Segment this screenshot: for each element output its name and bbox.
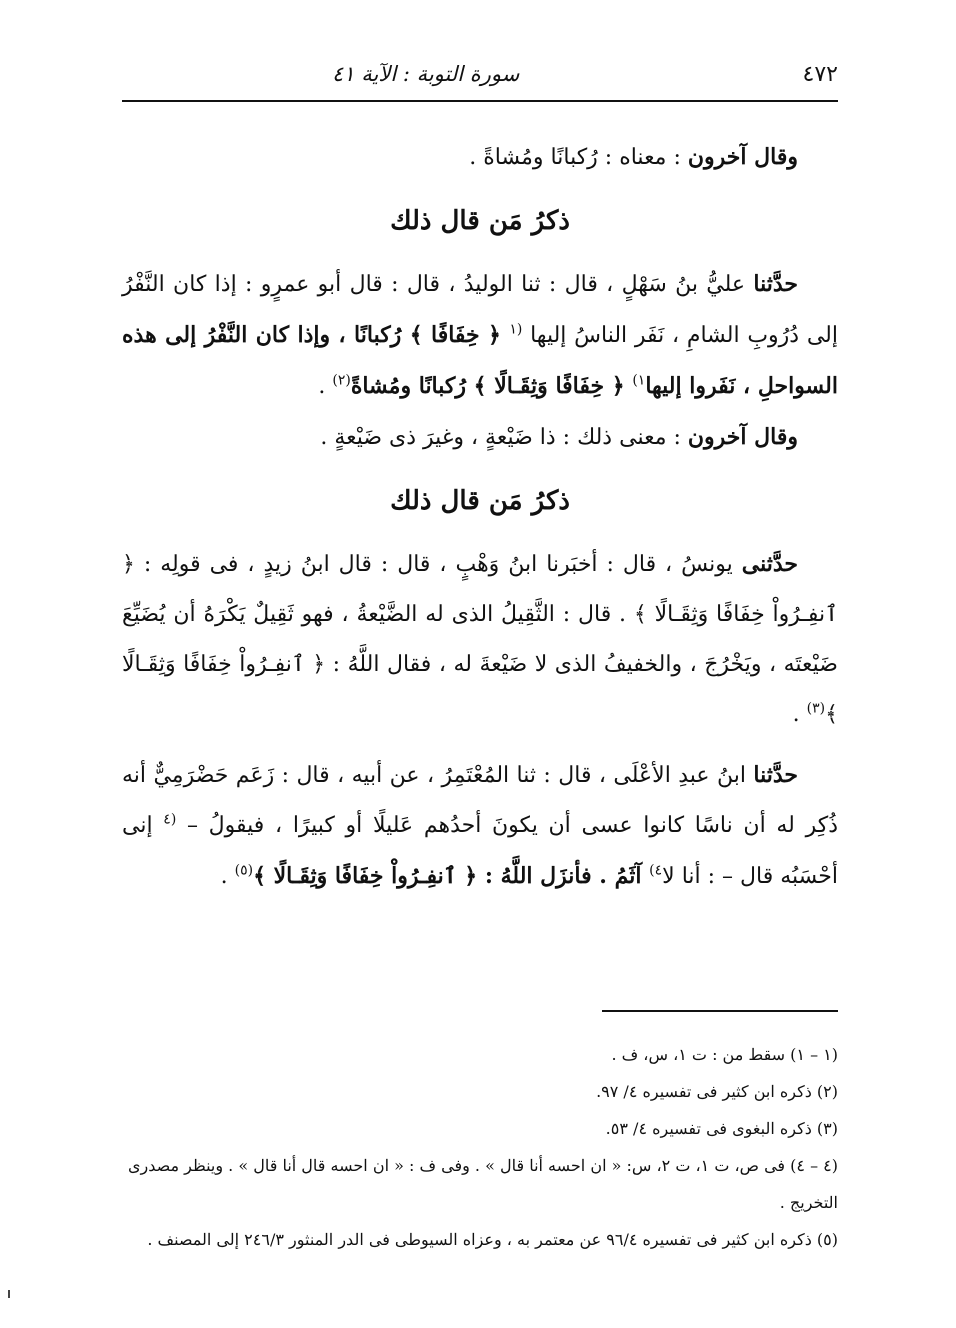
para5-text2: إنى أحْسَبُه قال – : أنا لا: [122, 813, 838, 889]
footnote-2: (٢) ذكره ابن كثير فى تفسيره ٤/ ٩٧.: [596, 1082, 838, 1101]
footnote-ref-1-close: ١): [632, 372, 646, 389]
para3-text: : معنى ذلك : ذا ضَيْعةٍ ، وغيرَ ذى ضَيْعةٍ .: [320, 425, 688, 450]
section-heading-1: ذكرُ مَن قال ذلك: [390, 206, 570, 236]
header-rule: [122, 100, 838, 102]
running-title: سورة التوبة : الآية ٤١: [332, 62, 520, 86]
para2-text3: ﴿ خِفَافًا وَثِقَـالًا ﴾ رُكبانًا ومُشاةً: [350, 373, 633, 399]
para5-lead: حدَّثنا: [753, 762, 798, 788]
paragraph-3: [122, 412, 838, 463]
para2-text2: ﴿ خِفَافًا ﴾ رُكبانًا ، وإذا كان النَّفْرُ إلى هذه السواحلِ ، نَفَروا إليها: [122, 322, 838, 399]
margin-mark: [8, 1290, 10, 1298]
para5-text3: آثَمُ . فأنزَل اللَّهُ : ﴿ ٱنفِـرُواْ خِفَافًا وَثِقَـالًا ﴾: [253, 863, 650, 889]
para4-end: .: [792, 702, 807, 727]
footnote-3: (٣) ذكره البغوى فى تفسيره ٤/ ٥٣.: [605, 1119, 838, 1138]
paragraph-1: [122, 132, 838, 183]
footnote-ref-4-open: (٤: [163, 811, 177, 828]
para5-text1: ابنُ عبدِ الأعْلَى ، قال : ثنا المُعْتَمِرُ ، عن أبيه ، قال : زَعَم حَضْرَمِيٌّ أنه ذُكِر له أن ناسًا كانوا عسى أن يكونَ أحدُهم عَليلًا أو كبيرًا ، فيقولُ –: [122, 763, 838, 838]
para4-text1: يونسُ ، قال : أخبَرنا ابنُ وَهْبٍ ، قال : قال ابنُ زيدٍ ، فى قولِه : ﴿ ٱنفِـرُواْ خِفَافًا وَثِقَـالًا ﴾ . قال : الثَّقِيلُ الذى له الضَّيْعةُ ، فهو ثَقِيلٌ يَكْرَهُ أن يُضَيِّعَ ضَيْعتَه ، ويَخْرُجَ ، والخفيفُ الذى لا ضَيْعةَ له ، فقال اللَّهُ : ﴿ ٱنفِـرُواْ خِفَافًا وَثِقَـالًا ﴾: [122, 552, 838, 727]
main-text: [122, 132, 838, 902]
para4-lead: حدَّثنى: [741, 551, 798, 577]
footnote-1: (١ – ١) سقط من : ت ١، س، ف .: [611, 1045, 838, 1064]
footnote-5: (٥) ذكره ابن كثير فى تفسيره ٩٦/٤ عن معتمر به ، وعزاه السيوطى فى الدر المنثور ٢٤٦/٣ إلى المصنف .: [147, 1230, 838, 1249]
page-header: [122, 52, 838, 96]
footnote-ref-3: (٣): [806, 700, 826, 717]
para2-text1: عليُّ بنُ سَهْلٍ ، قال : ثنا الوليدُ ، قال : قال أبو عمرٍو : إذا كان النَّفْرُ إلى دُرُوبِ الشامِ ، نَفَر الناسُ إليها: [122, 272, 838, 348]
para2-lead: حدَّثنا: [753, 271, 798, 297]
para1-text: : معناه : رُكبانًا ومُشاةً .: [469, 145, 688, 170]
para5-end: .: [220, 864, 235, 889]
page-number: ٤٧٢: [802, 61, 838, 87]
footnote-ref-5: (٥): [234, 862, 254, 879]
footnote-rule: [602, 1010, 838, 1012]
footnote-ref-1-open: (١: [509, 321, 523, 338]
book-page: [122, 46, 838, 1296]
section-heading-2: ذكرُ مَن قال ذلك: [390, 486, 570, 516]
paragraph-4: [122, 539, 838, 740]
para1-lead: وقال آخرون: [687, 144, 798, 170]
para3-lead: وقال آخرون: [687, 424, 798, 450]
paragraph-5: [122, 750, 838, 902]
paragraph-2: [122, 259, 838, 412]
footnotes: [122, 1036, 838, 1258]
footnote-4: (٤ – ٤) فى ص، ت ١، ت ٢، س: « ان احسه أنا قال » . وفى ف : « ان احسه قال أنا قال » . وينظر مصدرى التخريج .: [127, 1156, 838, 1212]
para2-end: .: [318, 374, 333, 399]
footnote-ref-4-close: ٤): [649, 862, 663, 879]
footnote-ref-2: (٢): [332, 372, 351, 389]
